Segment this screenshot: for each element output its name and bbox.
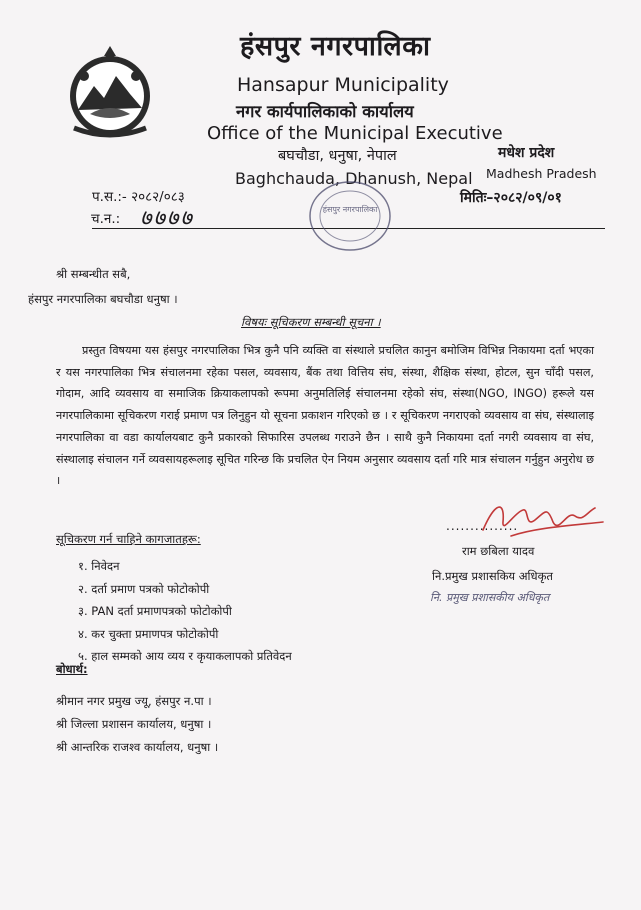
municipality-title-np: हंसपुर नगरपालिका [240, 31, 431, 62]
notice-body-text: प्रस्तुत विषयमा यस हंसपुर नगरपालिका भित्र कुनै पनि व्यक्ति वा संस्थाले प्रचलित कानुन बमोजिम विभिन्न निकायमा दर्ता भएका र यस नगरपालिका भित्र संचालनमा रहेका पसल, व्यवसाय, बैंक तथा वित्तिय संघ, संस्था, शैक्षिक संस्था, होटल, सुन चाँदी पसल, गोदाम, आदि व्यवसाय वा समाजिक क्रियाकलापको रूपमा अनुमतिलिई संचालनमा रहेको संघ, संस्था(NGO, INGO) हरूले यस नगरपालिकामा सूचिकरण गराई प्रमाण पत्र लिनुहुन यो सूचना प्रकाशन गरिएको छ । र सूचिकरण नगराएको व्यवसाय वा संघ, संस्थालाइ नगरपालिका वा वडा कार्यालयबाट कुनै प्रकारको सिफारिस उपलब्ध गराउने छैन । साथै कुनै निकायमा दर्ता नगरी व्यवसाय वा संघ, संस्थालाइ संचालन गर्ने व्यवसायहरूलाइ सूचित गरिन्छ कि प्रचलित ऐन नियम अनुसार व्यवसाय दर्ता गरि मात्र संचालन गर्नुहुन अनुरोध छ । [56, 344, 594, 488]
list-item: ४. कर चुक्ता प्रमाणपत्र फोटोकोपी [78, 626, 219, 641]
recipient-line-1: श्री सम्बन्धीत सबै, [56, 267, 131, 281]
reference-cn-value: ७७७७ [140, 206, 194, 231]
office-seal-stamp [300, 172, 400, 260]
documents-heading: सूचिकरण गर्न चाहिने कागजातहरू: [56, 532, 201, 546]
office-title-np: नगर कार्यपालिकाको कार्यालय [236, 102, 414, 121]
reference-cn-label: च.न.: [91, 211, 121, 227]
municipality-title-en: Hansapur Municipality [237, 74, 449, 96]
list-item: श्रीमान नगर प्रमुख ज्यू, हंसपुर न.पा । [56, 694, 212, 708]
letter-date: मितिः–२०८२/०९/०१ [460, 190, 562, 206]
nepal-emblem-logo [60, 42, 160, 142]
list-item: १. निवेदन [78, 559, 120, 573]
handwritten-signature [475, 492, 610, 547]
list-item: ३. PAN दर्ता प्रमाणपत्रको फोटोकोपी [78, 604, 232, 618]
signer-title: नि.प्रमुख प्रशासकिय अधिकृत [432, 569, 553, 583]
reference-ps: प.स.:- २०८२/०८३ [92, 189, 185, 205]
address-np: बघचौडा, धनुषा, नेपाल [278, 148, 397, 164]
cc-heading: बोधार्थ: [56, 662, 88, 676]
province-en: Madhesh Pradesh [486, 166, 597, 181]
province-np: मधेश प्रदेश [498, 145, 555, 161]
signer-stamp: नि. प्रमुख प्रशासकीय अधिकृत [430, 591, 550, 604]
address-en: Baghchauda, Dhanush, Nepal [235, 169, 473, 188]
notice-body [56, 340, 594, 492]
signer-name: राम छबिला यादव [462, 544, 535, 558]
office-title-en: Office of the Municipal Executive [207, 123, 503, 144]
signature-dots: ............... [446, 519, 519, 533]
list-item: २. दर्ता प्रमाण पत्रको फोटोकोपी [78, 581, 210, 596]
list-item: श्री आन्तरिक राजश्व कार्यालय, धनुषा । [56, 740, 219, 754]
list-item: श्री जिल्ला प्रशासन कार्यालय, धनुषा । [56, 717, 212, 731]
stamp-text: हंसपुर नगरपालिका [322, 205, 378, 214]
cc-list [56, 690, 218, 759]
recipient-line-2: हंसपुर नगरपालिका बघचौडा धनुषा । [28, 292, 178, 306]
list-item: ५. हाल सम्मको आय व्यय र कृयाकलापको प्रतिवेदन [78, 649, 292, 663]
documents-list [78, 555, 292, 668]
subject-line: विषयः सूचिकरण सम्बन्धी सूचना । [241, 315, 381, 329]
